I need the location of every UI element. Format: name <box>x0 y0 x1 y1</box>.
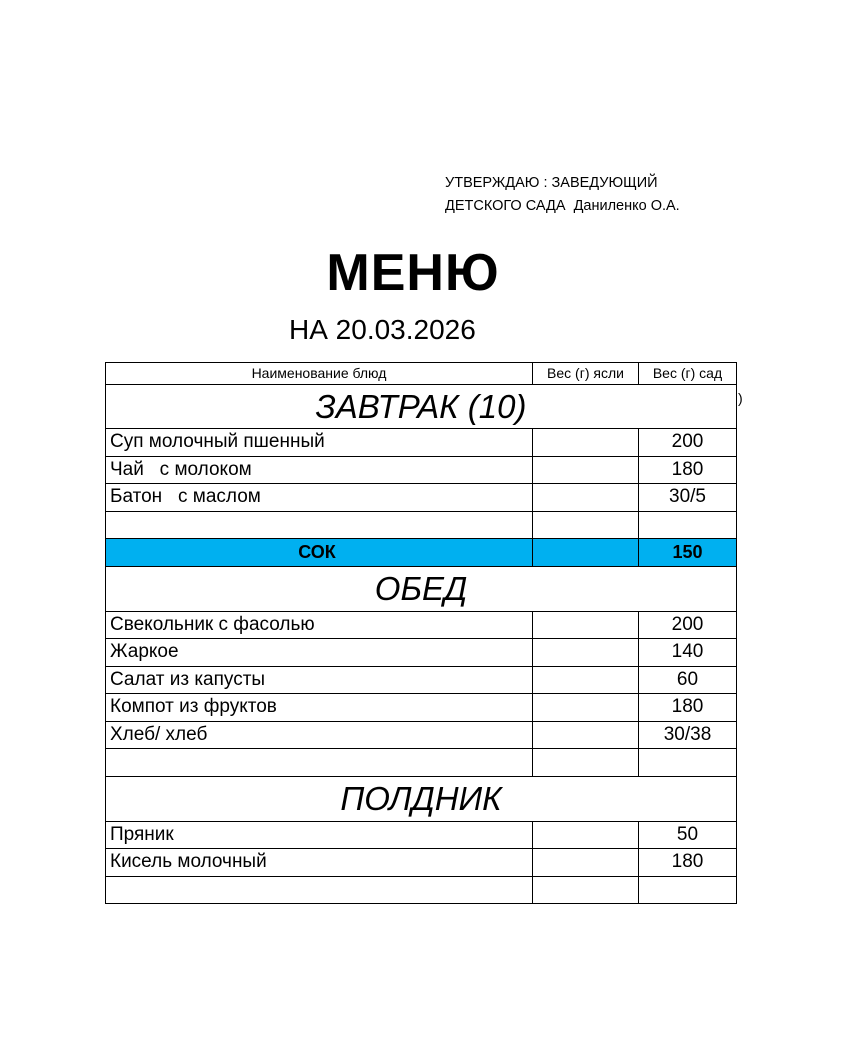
weight-nursery <box>533 484 639 512</box>
weight-nursery <box>533 721 639 749</box>
table-row-empty <box>106 876 737 904</box>
section-afternoon-snack <box>106 776 737 821</box>
table-row <box>106 484 737 512</box>
dish-name: Хлеб/ хлеб <box>106 721 533 749</box>
page-title: МЕНЮ <box>326 244 500 302</box>
weight-kindergarten <box>639 511 737 539</box>
weight-nursery <box>533 876 639 904</box>
table-row <box>106 456 737 484</box>
dish-name: Салат из капусты <box>106 666 533 694</box>
dish-name: Свекольник с фасолью <box>106 611 533 639</box>
weight-nursery <box>533 511 639 539</box>
table-row <box>106 849 737 877</box>
dish-name: Компот из фруктов <box>106 694 533 722</box>
table-row <box>106 611 737 639</box>
weight-nursery <box>533 749 639 777</box>
side-mark: ) <box>738 390 743 406</box>
table-row-empty <box>106 511 737 539</box>
weight-kindergarten: 200 <box>639 611 737 639</box>
weight-kindergarten: 30/5 <box>639 484 737 512</box>
section-lunch <box>106 566 737 611</box>
menu-date: НА 20.03.2026 <box>289 314 476 345</box>
section-title: ПОЛДНИК <box>106 776 737 821</box>
weight-nursery <box>533 849 639 877</box>
approval-line-2: ДЕТСКОГО САДА Даниленко О.А. <box>445 198 680 214</box>
section-breakfast <box>106 385 737 429</box>
table-row-empty <box>106 749 737 777</box>
menu-table <box>105 362 737 904</box>
weight-kindergarten: 50 <box>639 821 737 849</box>
table-row <box>106 429 737 457</box>
dish-name <box>106 876 533 904</box>
table-row <box>106 721 737 749</box>
weight-kindergarten: 60 <box>639 666 737 694</box>
header-weight-kindergarten: Вес (г) сад <box>639 363 737 385</box>
weight-nursery <box>533 539 639 567</box>
weight-kindergarten <box>639 876 737 904</box>
weight-kindergarten: 30/38 <box>639 721 737 749</box>
dish-name <box>106 511 533 539</box>
weight-kindergarten: 180 <box>639 849 737 877</box>
weight-kindergarten <box>639 749 737 777</box>
table-row <box>106 639 737 667</box>
table-row <box>106 694 737 722</box>
dish-name: Суп молочный пшенный <box>106 429 533 457</box>
table-row <box>106 821 737 849</box>
dish-name: Пряник <box>106 821 533 849</box>
approval-line-1: УТВЕРЖДАЮ : ЗАВЕДУЮЩИЙ <box>445 175 658 191</box>
dish-name: СОК <box>106 539 533 567</box>
table-row <box>106 666 737 694</box>
weight-kindergarten: 140 <box>639 639 737 667</box>
dish-name: Батон с маслом <box>106 484 533 512</box>
weight-nursery <box>533 639 639 667</box>
weight-kindergarten: 200 <box>639 429 737 457</box>
weight-nursery <box>533 821 639 849</box>
weight-nursery <box>533 694 639 722</box>
table-row-highlight <box>106 539 737 567</box>
weight-kindergarten: 180 <box>639 694 737 722</box>
dish-name: Кисель молочный <box>106 849 533 877</box>
weight-nursery <box>533 666 639 694</box>
weight-nursery <box>533 429 639 457</box>
dish-name: Чай с молоком <box>106 456 533 484</box>
dish-name <box>106 749 533 777</box>
header-weight-nursery: Вес (г) ясли <box>533 363 639 385</box>
weight-kindergarten: 180 <box>639 456 737 484</box>
approval-block <box>445 172 680 218</box>
weight-nursery <box>533 456 639 484</box>
weight-nursery <box>533 611 639 639</box>
weight-kindergarten: 150 <box>639 539 737 567</box>
section-title: ОБЕД <box>106 566 737 611</box>
header-dish-name: Наименование блюд <box>106 363 533 385</box>
dish-name: Жаркое <box>106 639 533 667</box>
section-title: ЗАВТРАК (10) <box>106 385 737 429</box>
table-header-row <box>106 363 737 385</box>
